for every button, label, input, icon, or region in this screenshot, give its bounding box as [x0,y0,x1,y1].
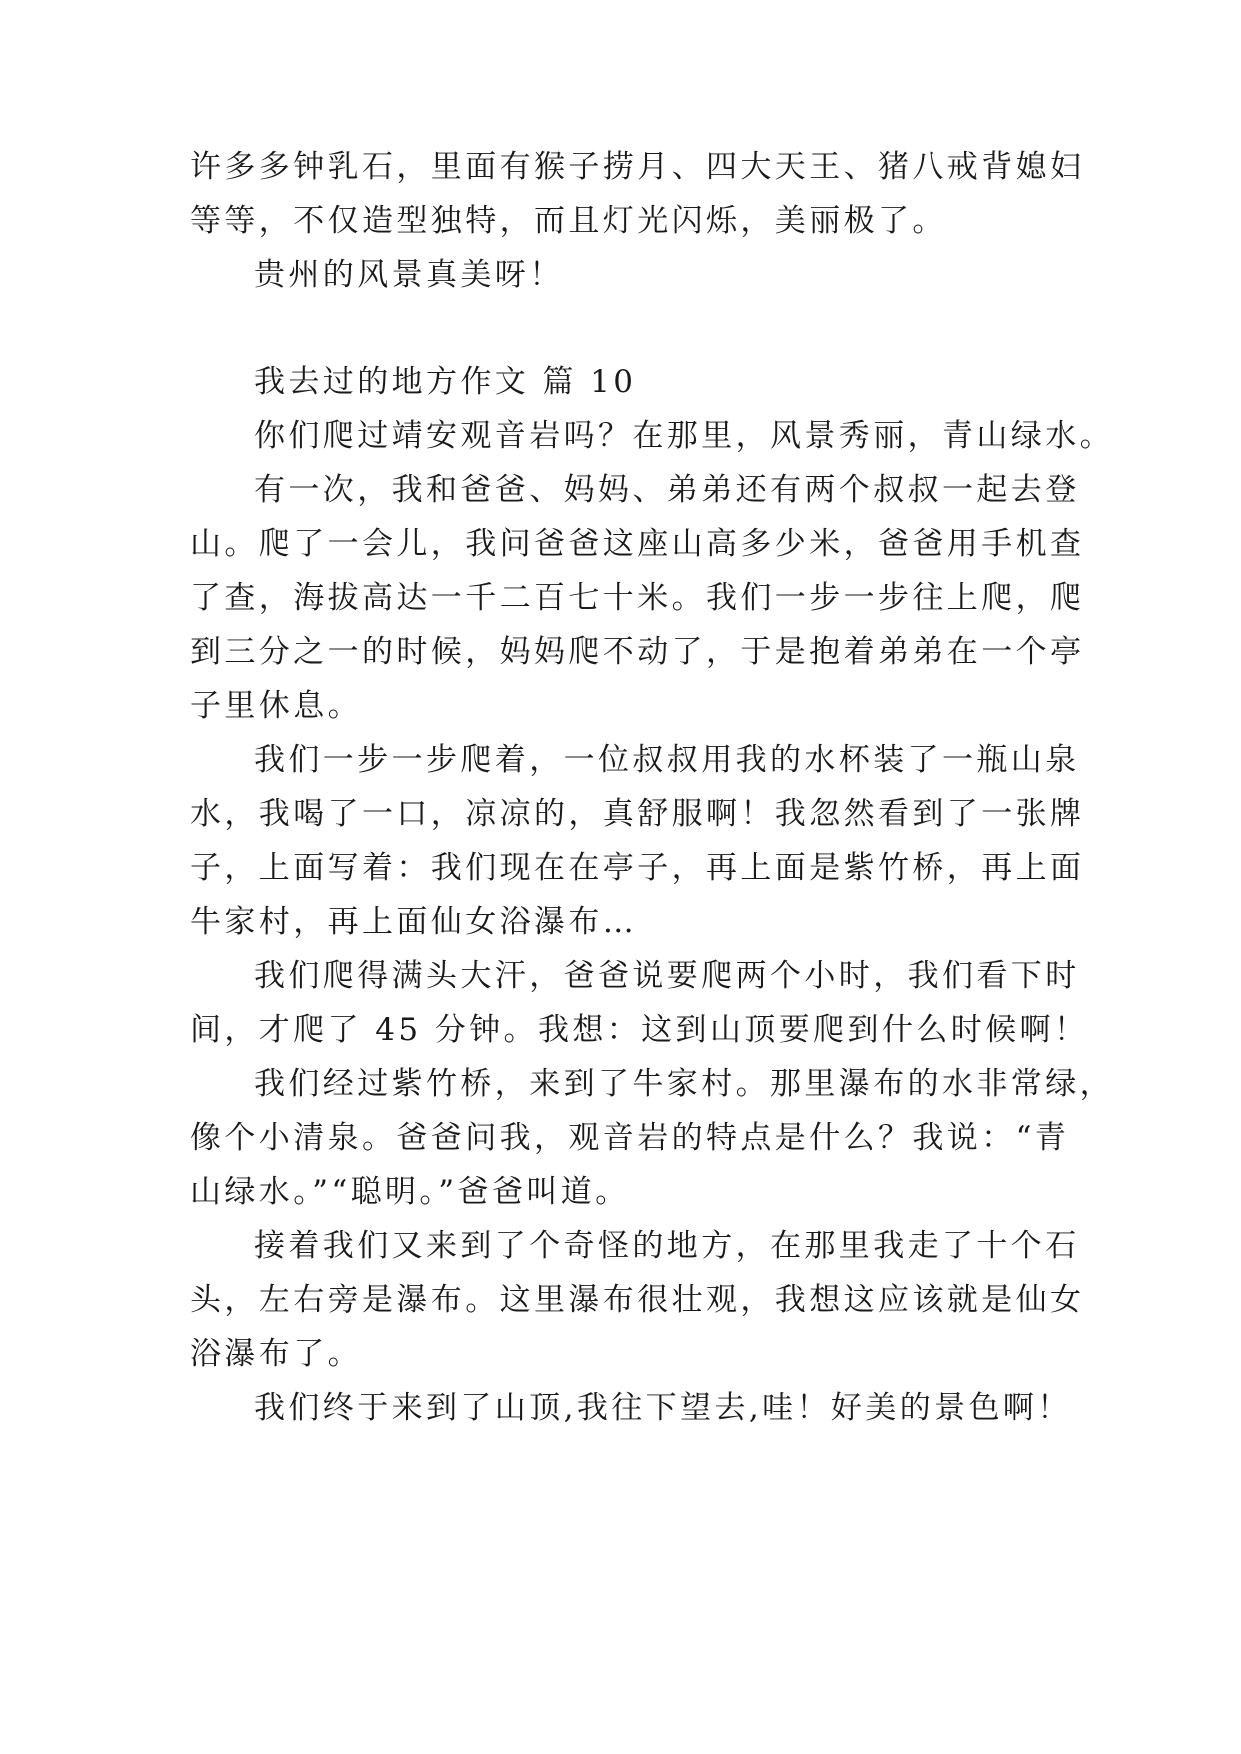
paragraph-line: 浴瀑布了。 [190,1336,362,1372]
paragraph-line: 接着我们又来到了个奇怪的地方，在那里我走了十个石 [254,1228,1080,1264]
paragraph-line: 我们爬得满头大汗，爸爸说要爬两个小时，我们看下时 [254,958,1080,994]
paragraph-line: 像个小清泉。爸爸问我，观音岩的特点是什么？我说：“青 [190,1120,1070,1156]
paragraph-line: 子里休息。 [190,688,362,724]
paragraph-line: 牛家村，再上面仙女浴瀑布… [190,904,638,940]
paragraph-line: 你们爬过靖安观音岩吗？在那里，风景秀丽，青山绿水。 [254,418,1114,454]
paragraph-line: 许多多钟乳石，里面有猴子捞月、四大天王、猪八戒背媳妇 [190,149,1085,185]
paragraph-line: 了查，海拔高达一千二百七十米。我们一步一步往上爬，爬 [190,580,1085,616]
section-heading: 我去过的地方作文 篇 10 [254,364,637,400]
paragraph-line: 山。爬了一会儿，我问爸爸这座山高多少米，爸爸用手机查 [190,526,1085,562]
paragraph-line: 我们一步一步爬着，一位叔叔用我的水杯装了一瓶山泉 [254,742,1080,778]
paragraph-line: 贵州的风景真美呀！ [254,257,564,293]
paragraph-line: 到三分之一的时候，妈妈爬不动了，于是抱着弟弟在一个亭 [190,634,1085,670]
paragraph-line: 子，上面写着：我们现在在亭子，再上面是紫竹桥，再上面 [190,850,1085,886]
paragraph-line: 我们终于来到了山顶,我往下望去,哇！好美的景色啊！ [254,1390,1072,1426]
paragraph-line: 头，左右旁是瀑布。这里瀑布很壮观，我想这应该就是仙女 [190,1282,1085,1318]
paragraph-line: 山绿水。”“聪明。”爸爸叫道。 [190,1174,630,1210]
paragraph-line: 水，我喝了一口，凉凉的，真舒服啊！我忽然看到了一张牌 [190,796,1085,832]
paragraph-line: 有一次，我和爸爸、妈妈、弟弟还有两个叔叔一起去登 [254,472,1080,508]
paragraph-line: 间，才爬了 45 分钟。我想：这到山顶要爬到什么时候啊！ [190,1012,1089,1048]
paragraph-line: 我们经过紫竹桥，来到了牛家村。那里瀑布的水非常绿， [254,1066,1114,1102]
paragraph-line: 等等，不仅造型独特，而且灯光闪烁，美丽极了。 [190,203,947,239]
